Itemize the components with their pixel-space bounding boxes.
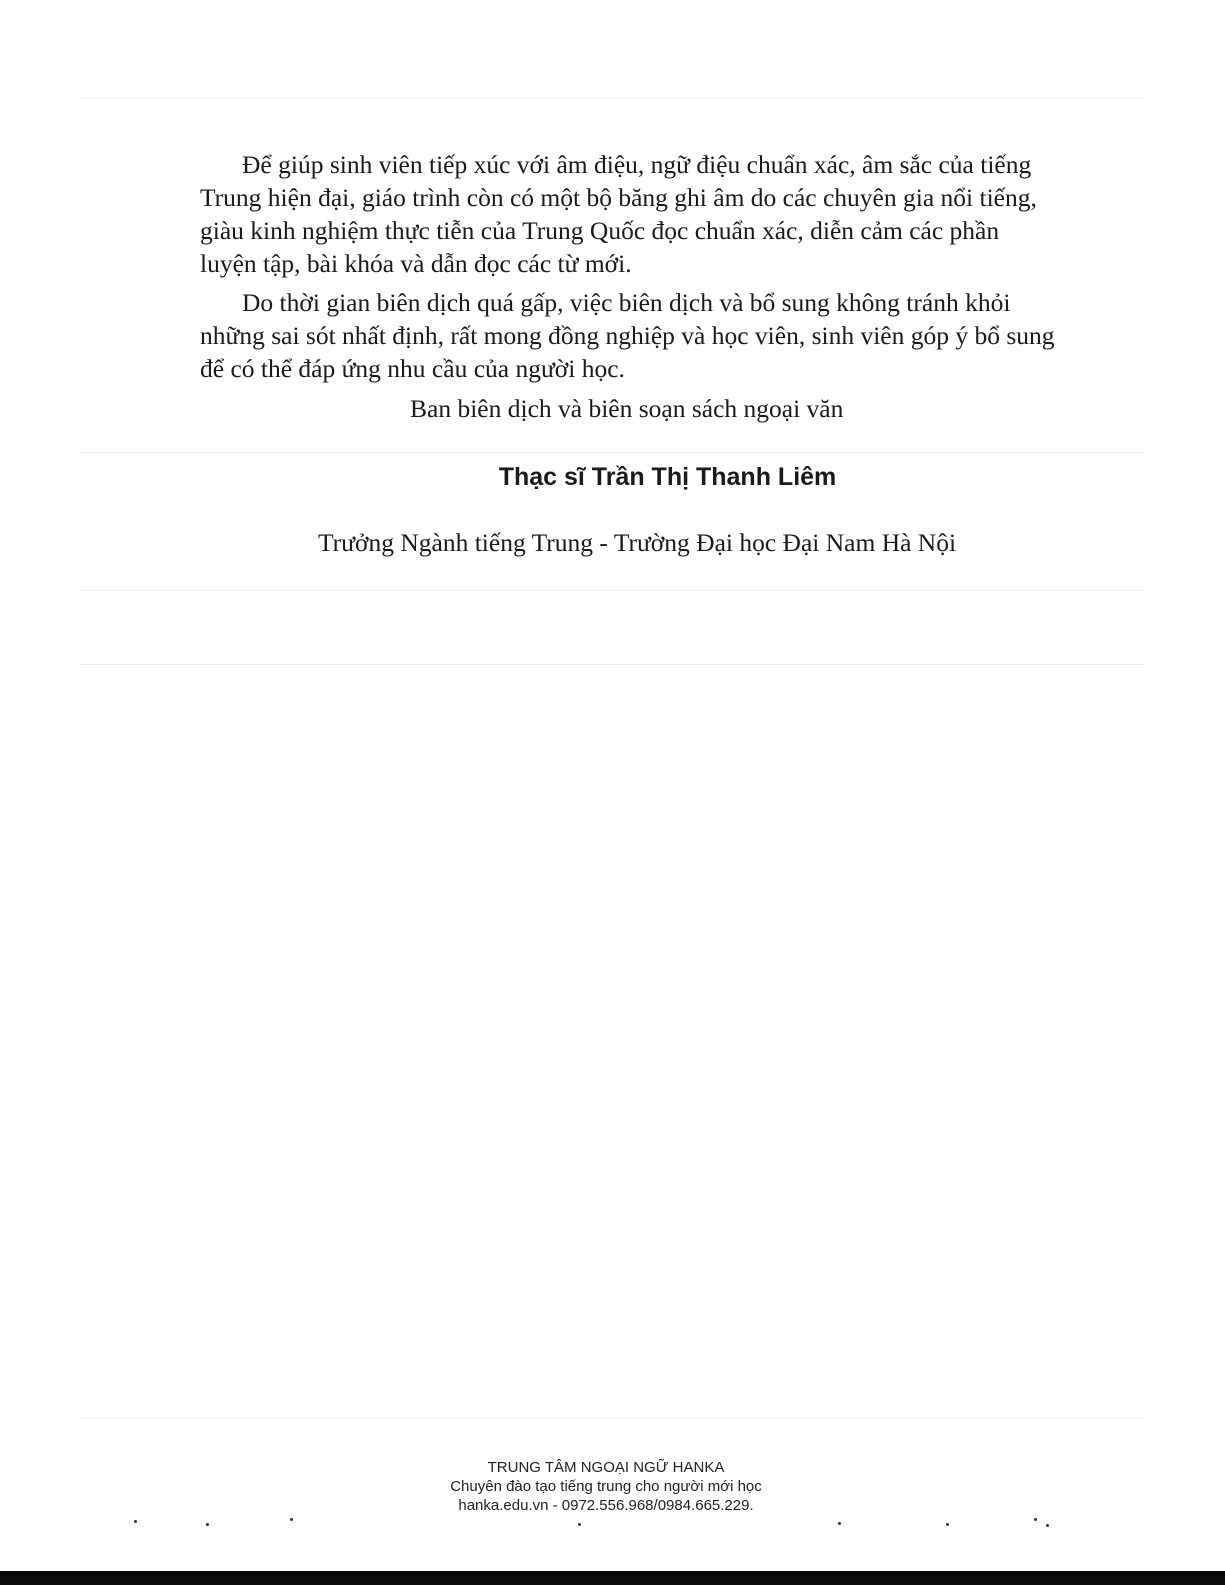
footer-center-name: TRUNG TÂM NGOẠI NGỮ HANKA [487, 1459, 725, 1476]
author-name: Thạc sĩ Trần Thị Thanh Liêm [498, 463, 837, 491]
scan-dot [1046, 1524, 1049, 1527]
scan-artifact-line [80, 1418, 1145, 1419]
scan-artifact-line [80, 452, 1145, 453]
scan-artifact-line [80, 98, 1145, 99]
author-role: Trưởng Ngành tiếng Trung - Trường Đại học Đại Nam Hà Nội [318, 528, 957, 557]
preface-paragraph: Để giúp sinh viên tiếp xúc với âm điệu, ngữ điệu chuẩn xác, âm sắc của tiếng Trung hiện đại, giáo trình còn có một bộ băng ghi âm do các chuyên gia nổi tiếng, giàu kinh nghiệm thực tiễn của Trung Quốc đọc chuẩn xác, diễn cảm các phần luyện tập, bài khóa và dẫn đọc các từ mới. [200, 150, 1037, 278]
page-footer [0, 1458, 1212, 1515]
scan-dot [290, 1518, 293, 1521]
scan-dot [578, 1523, 581, 1526]
scan-artifact-line [80, 590, 1145, 591]
signature-organization: Ban biên dịch và biên soạn sách ngoại văn [410, 394, 844, 423]
scan-dot [134, 1520, 137, 1523]
scan-dots [0, 1518, 1225, 1528]
scan-artifact-line [80, 664, 1145, 665]
preface-paragraph: Do thời gian biên dịch quá gấp, việc biên dịch và bổ sung không tránh khỏi những sai sót nhất định, rất mong đồng nghiệp và học viên, sinh viên góp ý bổ sung để có thể đáp ứng nhu cầu của người học. [200, 288, 1055, 383]
scan-dot [1034, 1518, 1037, 1521]
scan-bottom-edge [0, 1571, 1225, 1585]
scan-dot [946, 1523, 949, 1526]
scan-dot [206, 1523, 209, 1526]
footer-tagline: Chuyên đào tạo tiếng trung cho người mới học [450, 1478, 762, 1495]
footer-contact: hanka.edu.vn - 0972.556.968/0984.665.229. [458, 1497, 754, 1514]
preface-body [200, 148, 1060, 391]
scan-dot [838, 1522, 841, 1525]
